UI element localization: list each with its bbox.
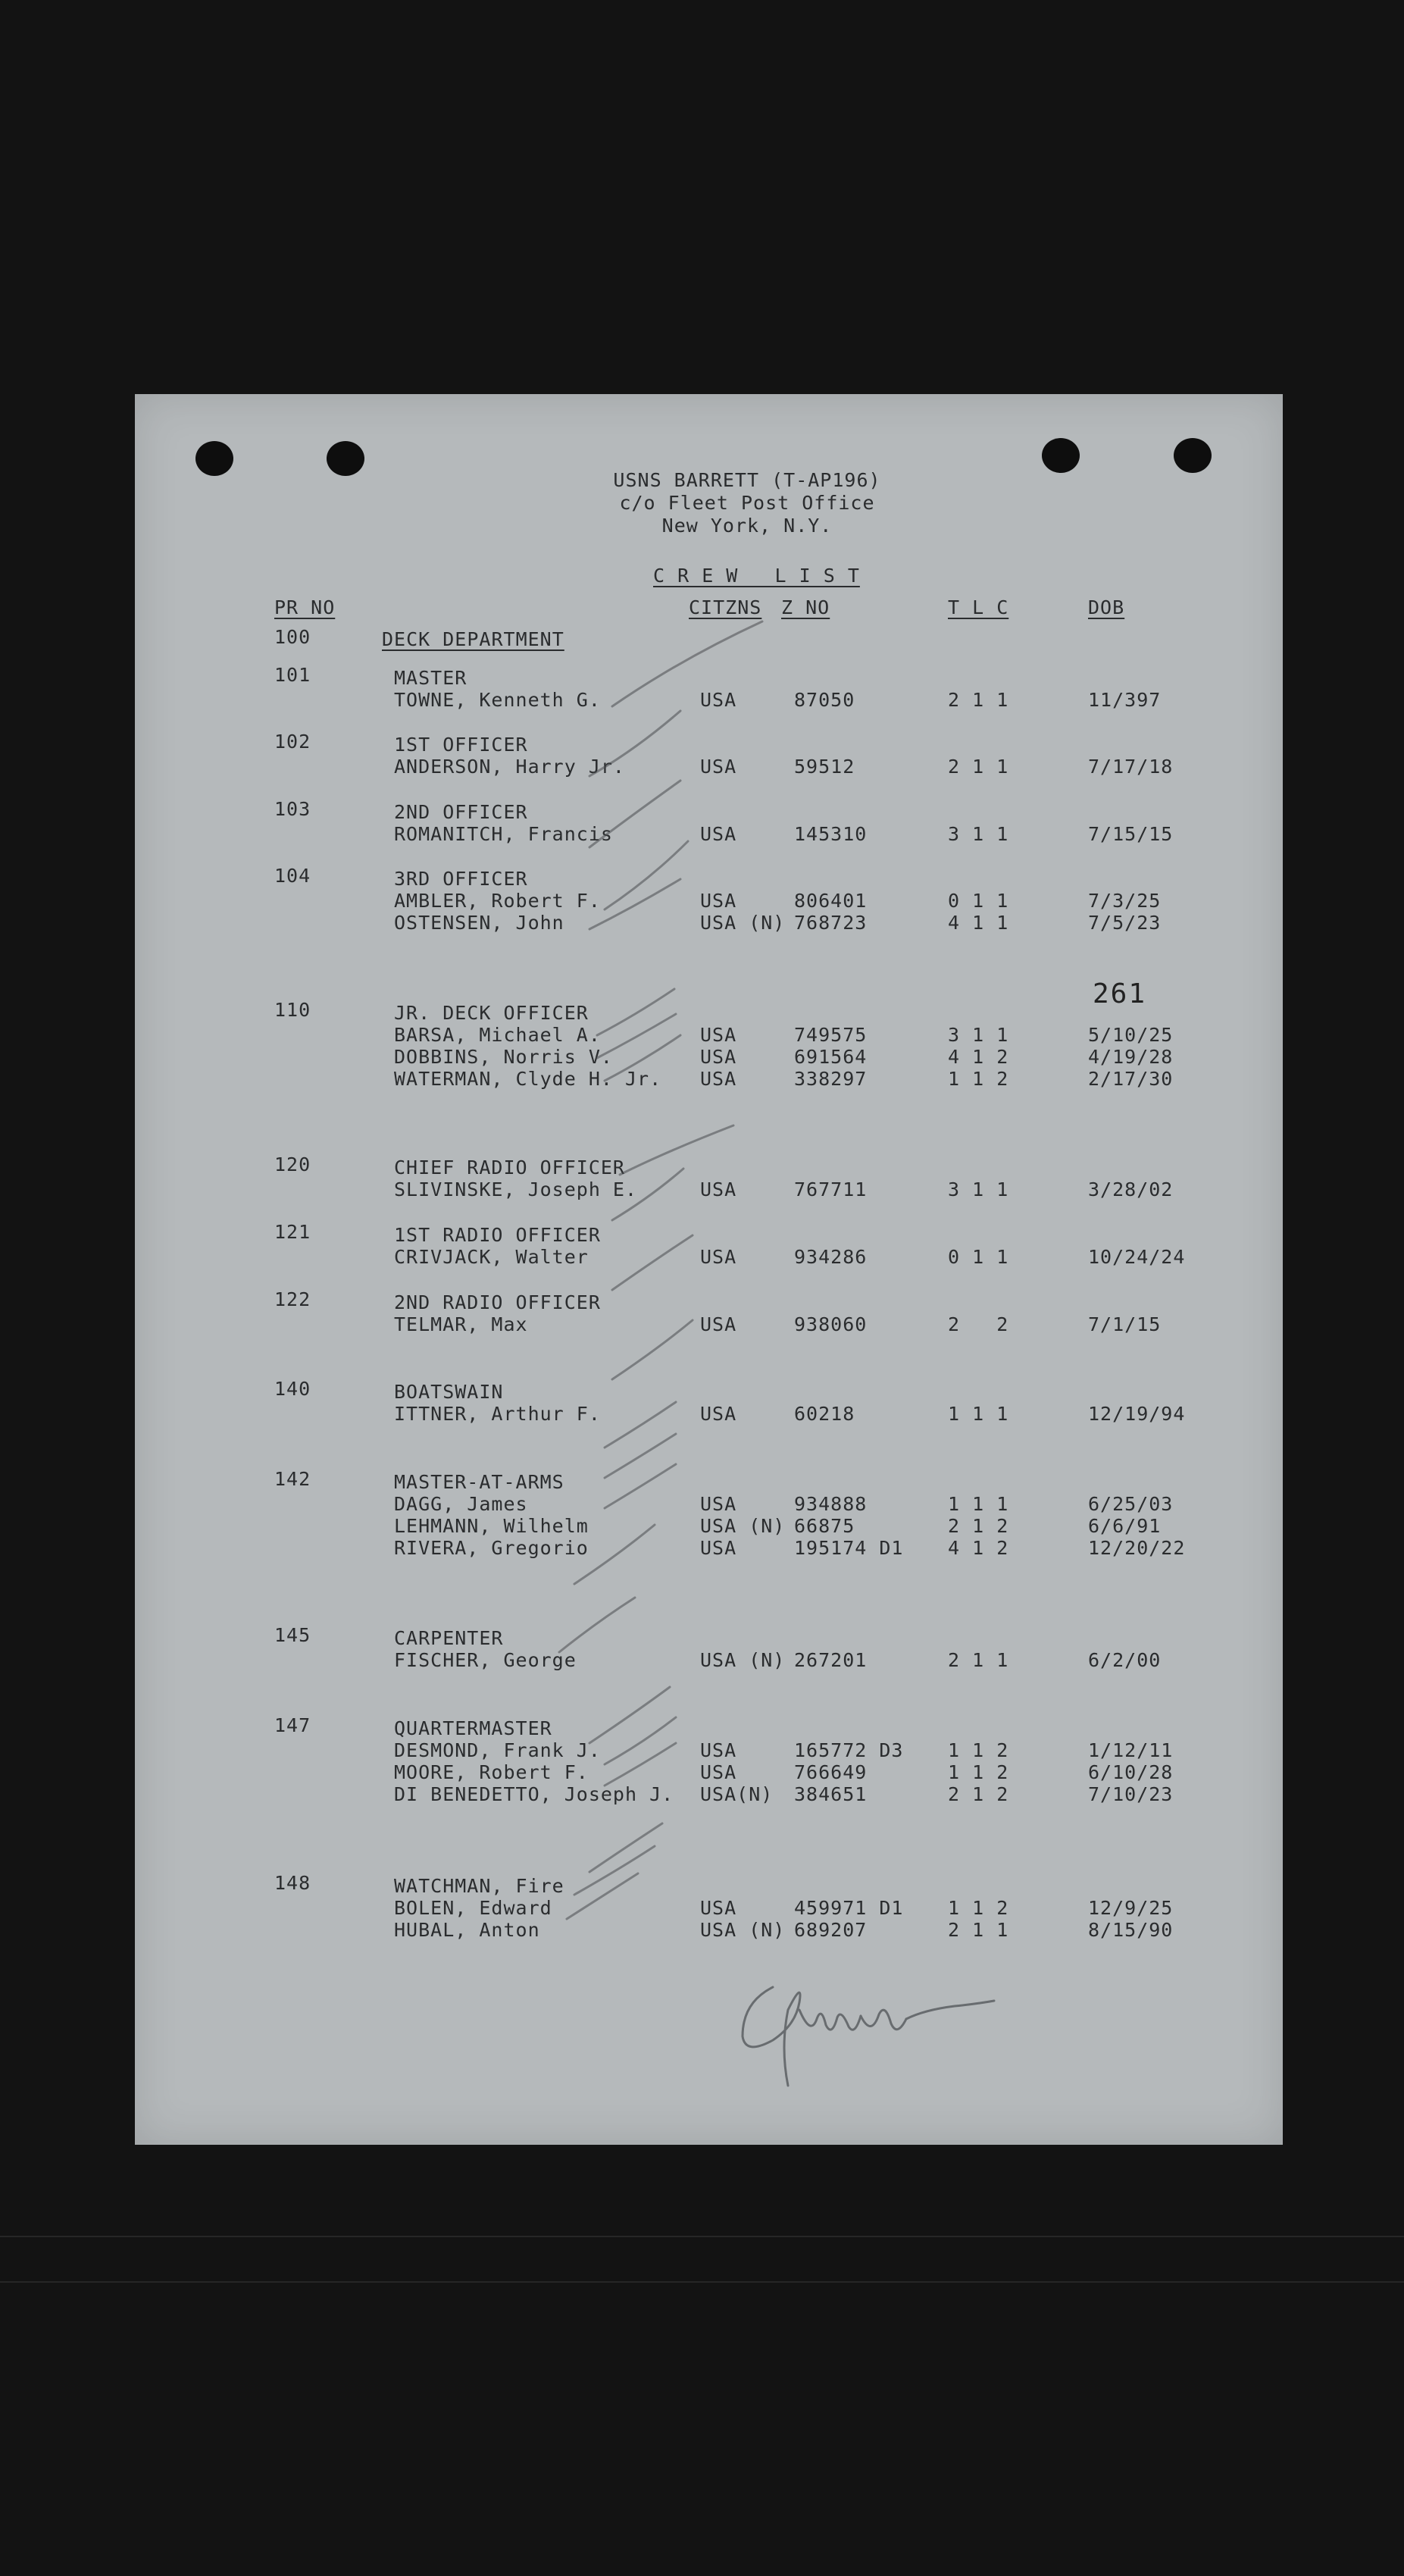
crew-dob: 2/17/30 [1088, 1068, 1174, 1090]
crew-z-number: 66875 [794, 1515, 855, 1537]
crew-name: ANDERSON, Harry Jr. [394, 756, 625, 778]
group-title: 1ST OFFICER [394, 734, 528, 756]
crew-citizenship: USA [700, 1761, 737, 1783]
crew-dob: 3/28/02 [1088, 1178, 1174, 1200]
crew-z-number: 934888 [794, 1493, 868, 1515]
group-pr-no: 122 [274, 1288, 311, 1310]
crew-name: RIVERA, Gregorio [394, 1537, 589, 1559]
crew-name: LEHMANN, Wilhelm [394, 1515, 589, 1537]
crew-citizenship: USA [700, 1403, 737, 1425]
crew-z-number: 459971 D1 [794, 1897, 904, 1919]
crew-z-number: 267201 [794, 1649, 868, 1671]
crew-citizenship: USA (N) [700, 912, 786, 934]
crew-dob: 6/6/91 [1088, 1515, 1162, 1537]
crew-dob: 1/12/11 [1088, 1739, 1174, 1761]
crew-name: SLIVINSKE, Joseph E. [394, 1178, 638, 1200]
crew-citizenship: USA [700, 1046, 737, 1068]
crew-dob: 6/25/03 [1088, 1493, 1174, 1515]
punch-hole [327, 441, 364, 476]
crew-name: BOLEN, Edward [394, 1897, 552, 1919]
col-pr-no: PR NO [274, 596, 336, 618]
col-citzns: CITZNS [689, 596, 762, 618]
crew-tlc: 1 1 2 [948, 1761, 1009, 1783]
crew-dob: 7/10/23 [1088, 1783, 1174, 1805]
crew-name: TOWNE, Kenneth G. [394, 689, 601, 711]
crew-citizenship: USA [700, 1178, 737, 1200]
crew-z-number: 767711 [794, 1178, 868, 1200]
group-title: 2ND OFFICER [394, 801, 528, 823]
punch-hole [1174, 438, 1212, 473]
crew-list-title: C R E W L I S T [653, 565, 860, 587]
crew-tlc: 0 1 1 [948, 890, 1009, 912]
crew-dob: 7/15/15 [1088, 823, 1174, 845]
crew-name: ROMANITCH, Francis [394, 823, 613, 845]
crew-name: OSTENSEN, John [394, 912, 564, 934]
crew-tlc: 2 1 2 [948, 1783, 1009, 1805]
crew-tlc: 0 1 1 [948, 1246, 1009, 1268]
crew-z-number: 691564 [794, 1046, 868, 1068]
crew-dob: 7/17/18 [1088, 756, 1174, 778]
crew-z-number: 766649 [794, 1761, 868, 1783]
crew-z-number: 195174 D1 [794, 1537, 904, 1559]
crew-tlc: 1 1 2 [948, 1739, 1009, 1761]
crew-dob: 5/10/25 [1088, 1024, 1174, 1046]
crew-tlc: 1 1 2 [948, 1897, 1009, 1919]
crew-name: HUBAL, Anton [394, 1919, 540, 1941]
group-title: QUARTERMASTER [394, 1717, 552, 1739]
group-pr-no: 104 [274, 865, 311, 887]
group-title: 3RD OFFICER [394, 868, 528, 890]
crew-dob: 4/19/28 [1088, 1046, 1174, 1068]
group-pr-no: 147 [274, 1714, 311, 1736]
crew-tlc: 3 1 1 [948, 1178, 1009, 1200]
crew-citizenship: USA [700, 1493, 737, 1515]
crew-dob: 7/3/25 [1088, 890, 1162, 912]
group-pr-no: 140 [274, 1378, 311, 1400]
crew-tlc: 2 2 [948, 1313, 1009, 1335]
crew-z-number: 87050 [794, 689, 855, 711]
group-title: JR. DECK OFFICER [394, 1002, 589, 1024]
crew-name: DI BENEDETTO, Joseph J. [394, 1783, 674, 1805]
crew-z-number: 749575 [794, 1024, 868, 1046]
group-title: CHIEF RADIO OFFICER [394, 1157, 625, 1178]
crew-z-number: 59512 [794, 756, 855, 778]
crew-dob: 6/10/28 [1088, 1761, 1174, 1783]
crew-name: ITTNER, Arthur F. [394, 1403, 601, 1425]
crew-name: DOBBINS, Norris V. [394, 1046, 613, 1068]
crew-citizenship: USA (N) [700, 1919, 786, 1941]
crew-dob: 12/20/22 [1088, 1537, 1186, 1559]
group-pr-no: 148 [274, 1872, 311, 1894]
address-line-1: c/o Fleet Post Office [619, 492, 875, 514]
crew-tlc: 2 1 1 [948, 689, 1009, 711]
crew-z-number: 338297 [794, 1068, 868, 1090]
crew-tlc: 1 1 2 [948, 1068, 1009, 1090]
crew-dob: 6/2/00 [1088, 1649, 1162, 1671]
crew-citizenship: USA [700, 890, 737, 912]
crew-citizenship: USA [700, 1068, 737, 1090]
crew-tlc: 2 1 2 [948, 1515, 1009, 1537]
crew-citizenship: USA [700, 1897, 737, 1919]
crew-name: AMBLER, Robert F. [394, 890, 601, 912]
crew-tlc: 2 1 1 [948, 756, 1009, 778]
crew-z-number: 768723 [794, 912, 868, 934]
crew-citizenship: USA (N) [700, 1515, 786, 1537]
handwritten-signature [727, 1964, 1000, 2101]
crew-z-number: 938060 [794, 1313, 868, 1335]
crew-name: DAGG, James [394, 1493, 528, 1515]
crew-dob: 7/5/23 [1088, 912, 1162, 934]
department-pr-no: 100 [274, 626, 311, 648]
document-page [135, 394, 1283, 2145]
crew-z-number: 934286 [794, 1246, 868, 1268]
group-pr-no: 120 [274, 1153, 311, 1175]
col-z-no: Z NO [781, 596, 830, 618]
group-title: 2ND RADIO OFFICER [394, 1291, 601, 1313]
group-pr-no: 110 [274, 999, 311, 1021]
crew-name: WATERMAN, Clyde H. Jr. [394, 1068, 662, 1090]
crew-citizenship: USA [700, 1246, 737, 1268]
crew-citizenship: USA [700, 689, 737, 711]
ship-name: USNS BARRETT (T-AP196) [613, 469, 881, 491]
crew-name: DESMOND, Frank J. [394, 1739, 601, 1761]
crew-tlc: 1 1 1 [948, 1403, 1009, 1425]
col-dob: DOB [1088, 596, 1125, 618]
crew-z-number: 145310 [794, 823, 868, 845]
crew-citizenship: USA [700, 1537, 737, 1559]
group-title: MASTER-AT-ARMS [394, 1471, 564, 1493]
crew-citizenship: USA [700, 1024, 737, 1046]
scan-border-line [0, 2236, 1404, 2237]
crew-z-number: 60218 [794, 1403, 855, 1425]
crew-z-number: 689207 [794, 1919, 868, 1941]
crew-citizenship: USA [700, 1313, 737, 1335]
crew-dob: 12/9/25 [1088, 1897, 1174, 1919]
group-pr-no: 101 [274, 664, 311, 686]
crew-tlc: 3 1 1 [948, 823, 1009, 845]
crew-name: TELMAR, Max [394, 1313, 528, 1335]
crew-tlc: 2 1 1 [948, 1649, 1009, 1671]
crew-tlc: 2 1 1 [948, 1919, 1009, 1941]
group-title: WATCHMAN, Fire [394, 1875, 564, 1897]
department-title: DECK DEPARTMENT [382, 628, 564, 650]
scan-border-line [0, 2281, 1404, 2283]
crew-name: FISCHER, George [394, 1649, 577, 1671]
crew-citizenship: USA(N) [700, 1783, 774, 1805]
crew-dob: 7/1/15 [1088, 1313, 1162, 1335]
crew-tlc: 4 1 2 [948, 1537, 1009, 1559]
group-pr-no: 121 [274, 1221, 311, 1243]
group-pr-no: 145 [274, 1624, 311, 1646]
crew-z-number: 384651 [794, 1783, 868, 1805]
crew-dob: 12/19/94 [1088, 1403, 1186, 1425]
crew-z-number: 165772 D3 [794, 1739, 904, 1761]
crew-citizenship: USA [700, 1739, 737, 1761]
crew-z-number: 806401 [794, 890, 868, 912]
crew-tlc: 3 1 1 [948, 1024, 1009, 1046]
page-number-stamp: 261 [1093, 978, 1147, 1009]
group-title: CARPENTER [394, 1627, 504, 1649]
crew-citizenship: USA [700, 756, 737, 778]
group-pr-no: 103 [274, 798, 311, 820]
punch-hole [195, 441, 233, 476]
col-tlc: T L C [948, 596, 1009, 618]
group-title: MASTER [394, 667, 467, 689]
crew-name: BARSA, Michael A. [394, 1024, 601, 1046]
address-line-2: New York, N.Y. [661, 515, 833, 537]
group-title: BOATSWAIN [394, 1381, 504, 1403]
crew-tlc: 4 1 2 [948, 1046, 1009, 1068]
crew-dob: 11/397 [1088, 689, 1162, 711]
group-title: 1ST RADIO OFFICER [394, 1224, 601, 1246]
crew-dob: 10/24/24 [1088, 1246, 1186, 1268]
crew-name: MOORE, Robert F. [394, 1761, 589, 1783]
group-pr-no: 102 [274, 731, 311, 753]
crew-citizenship: USA [700, 823, 737, 845]
crew-name: CRIVJACK, Walter [394, 1246, 589, 1268]
group-pr-no: 142 [274, 1468, 311, 1490]
crew-tlc: 4 1 1 [948, 912, 1009, 934]
crew-dob: 8/15/90 [1088, 1919, 1174, 1941]
punch-hole [1042, 438, 1080, 473]
crew-citizenship: USA (N) [700, 1649, 786, 1671]
crew-tlc: 1 1 1 [948, 1493, 1009, 1515]
